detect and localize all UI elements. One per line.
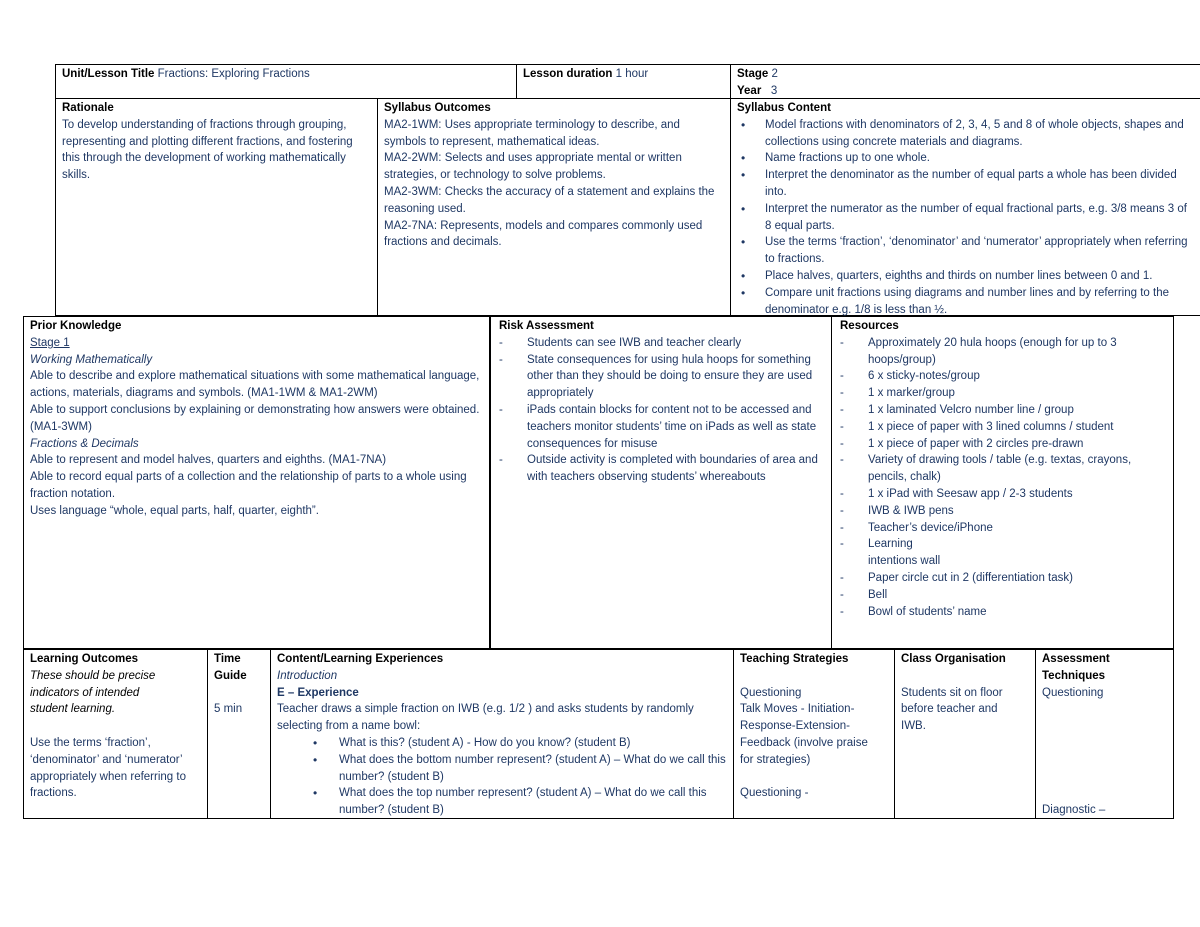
resource-item: - Bowl of students’ name: [840, 604, 1168, 621]
prior-fd-1: Able to represent and model halves, quarters and eighths. (MA1-7NA): [30, 454, 387, 467]
year-label: Year: [737, 84, 762, 97]
learning-outcomes-cell: [24, 651, 207, 802]
prior-stage: Stage 1: [30, 336, 70, 349]
duration-value: 1 hour: [615, 68, 649, 80]
lo-text: Use the terms ‘fraction’, ‘denominator’ and ‘numerator’ appropriately when referring to fractions.: [30, 736, 186, 800]
stage-value: 2: [771, 68, 778, 80]
unit-title-cell: [56, 66, 516, 83]
content-item: • Use the terms ‘fraction’, ‘denominator’ and ‘numerator’ appropriately when referring to fractions.: [737, 234, 1191, 268]
resources-heading: Resources: [840, 320, 899, 332]
ts-1: Questioning: [740, 686, 802, 699]
at-heading: Assessment Techniques: [1042, 653, 1110, 682]
content-item: • Interpret the numerator as the number of equal fractional parts, e.g. 3/8 means 3 of 8 equal parts.: [737, 201, 1191, 235]
time-value: 5 min: [214, 703, 243, 716]
time-guide-cell: [208, 651, 270, 718]
outcome-item: MA2-1WM: Uses appropriate terminology to describe, and symbols to represent, mathematical ideas.: [384, 118, 680, 148]
resource-item: - Variety of drawing tools / table (e.g. textas, crayons, pencils, chalk): [840, 452, 1168, 486]
risk-item: - State consequences for using hula hoops for something other than they should be doing to ensure they are used appropriately: [499, 352, 825, 402]
at-2: Diagnostic –: [1042, 804, 1106, 816]
outcomes-cell: [378, 100, 730, 251]
content-list: [737, 117, 1191, 319]
class-organisation-cell: [895, 651, 1035, 735]
resource-item: - 1 x piece of paper with 3 lined columns / student: [840, 419, 1168, 436]
risk-item: - iPads contain blocks for content not to be accessed and teachers monitor students’ time on iPads as well as state consequences for misuse: [499, 402, 825, 452]
resources-list: [840, 335, 1168, 621]
resource-item: - Learning intentions wall: [840, 536, 958, 570]
resource-item: - 6 x sticky-notes/group: [840, 368, 1168, 385]
content-cell: [731, 100, 1197, 318]
question-list: [277, 735, 727, 819]
risk-assessment-cell: [491, 318, 831, 486]
co-heading: Class Organisation: [901, 653, 1006, 665]
ts-heading: Teaching Strategies: [740, 653, 849, 665]
risk-item: - Students can see IWB and teacher clearly: [499, 335, 825, 352]
question-item: • What does the bottom number represent? (student A) – What do we call this number? (student B): [339, 752, 727, 786]
resource-item: - 1 x marker/group: [840, 385, 1168, 402]
stage-label: Stage: [737, 68, 769, 80]
rationale-cell: [56, 100, 377, 184]
content-item: • Place halves, quarters, eighths and thirds on number lines between 0 and 1.: [737, 268, 1191, 285]
risk-heading: Risk Assessment: [499, 320, 594, 332]
resource-item: - Teacher’s device/iPhone: [840, 520, 1168, 537]
risk-item: - Outside activity is completed with boundaries of area and with teachers observing students’ whereabouts: [499, 452, 825, 486]
rationale-heading: Rationale: [62, 102, 114, 114]
at-1: Questioning: [1042, 686, 1104, 699]
prior-wm-1: Able to describe and explore mathematical situations with some mathematical language, actions, materials, diagrams and symbols. (MA1-1WM & MA1-2WM): [30, 370, 480, 400]
content-experiences-cell: [271, 651, 733, 819]
prior-heading: Prior Knowledge: [30, 320, 122, 332]
co-text: Students sit on floor before teacher and IWB.: [901, 686, 1003, 733]
unit-title-value: Fractions: Exploring Fractions: [157, 68, 310, 80]
content-item: • Name fractions up to one whole.: [737, 150, 1191, 167]
content-heading: Syllabus Content: [737, 102, 831, 114]
prior-fd-2: Able to record equal parts of a collection and the relationship of parts to a whole using fraction notation.: [30, 471, 467, 500]
outcome-item: MA2-3WM: Checks the accuracy of a statement and explains the reasoning used.: [384, 185, 715, 215]
cle-experience: E – Experience: [277, 686, 359, 699]
resources-cell: [832, 318, 1174, 620]
content-item: • Model fractions with denominators of 2, 3, 4, 5 and 8 of whole objects, shapes and collections using concrete materials and diagrams.: [737, 117, 1191, 151]
outcome-item: MA2-7NA: Represents, models and compares commonly used fractions and decimals.: [384, 219, 703, 249]
resource-item: - 1 x iPad with Seesaw app / 2-3 students: [840, 486, 1168, 503]
duration-label: Lesson duration: [523, 68, 613, 80]
resource-item: - 1 x laminated Velcro number line / group: [840, 402, 1168, 419]
unit-title-label: Unit/Lesson Title: [62, 68, 155, 80]
content-item: • Interpret the denominator as the number of equal parts a whole has been divided into.: [737, 167, 1191, 201]
resource-item: - 1 x piece of paper with 2 circles pre-drawn: [840, 436, 1168, 453]
assessment-cell: [1036, 651, 1174, 816]
content-item: • Compare unit fractions using diagrams and number lines and by referring to the denominator e.g. 1/8 is less than ½.: [737, 285, 1191, 319]
lo-heading: Learning Outcomes: [30, 653, 138, 665]
rationale-text: To develop understanding of fractions through grouping, representing and plotting different fractions, and fostering this through the development of working mathematically skills.: [62, 118, 353, 182]
resource-item: - Paper circle cut in 2 (differentiation task): [840, 570, 1168, 587]
risk-list: [499, 335, 825, 486]
cle-intro: Introduction: [277, 669, 338, 682]
duration-cell: [517, 66, 730, 83]
question-item: • What does the top number represent? (student A) – What do we call this number? (student B): [339, 785, 727, 819]
resource-item: - IWB & IWB pens: [840, 503, 1168, 520]
prior-fd-3: Uses language “whole, equal parts, half, quarter, eighth”.: [30, 504, 319, 517]
prior-knowledge-cell: [24, 318, 489, 520]
resource-item: - Bell: [840, 587, 1168, 604]
prior-fd-heading: Fractions & Decimals: [30, 437, 139, 450]
question-item: • What is this? (student A) - How do you know? (student B): [339, 735, 727, 752]
prior-wm-2: Able to support conclusions by explaining or demonstrating how answers were obtained. (MA1-3WM): [30, 403, 480, 433]
lo-note: These should be precise indicators of intended student learning.: [30, 669, 156, 716]
time-heading: Time Guide: [214, 653, 247, 682]
ts-2: Talk Moves - Initiation-Response-Extension-Feedback (involve praise for strategies): [740, 703, 868, 766]
year-value: 3: [770, 84, 778, 97]
ts-3: Questioning -: [740, 787, 809, 800]
prior-wm-heading: Working Mathematically: [30, 353, 153, 366]
resource-item: - Approximately 20 hula hoops (enough for up to 3 hoops/group): [840, 335, 1168, 369]
cle-text: Teacher draws a simple fraction on IWB (e.g. 1/2 ) and asks students by randomly selecting from a name bowl:: [277, 703, 694, 733]
outcome-item: MA2-2WM: Selects and uses appropriate mental or written strategies, or technology to solve problems.: [384, 152, 682, 182]
outcomes-heading: Syllabus Outcomes: [384, 102, 491, 114]
cle-heading: Content/Learning Experiences: [277, 653, 444, 665]
stage-year-cell: [731, 66, 1200, 100]
teaching-strategies-cell: [734, 651, 894, 802]
